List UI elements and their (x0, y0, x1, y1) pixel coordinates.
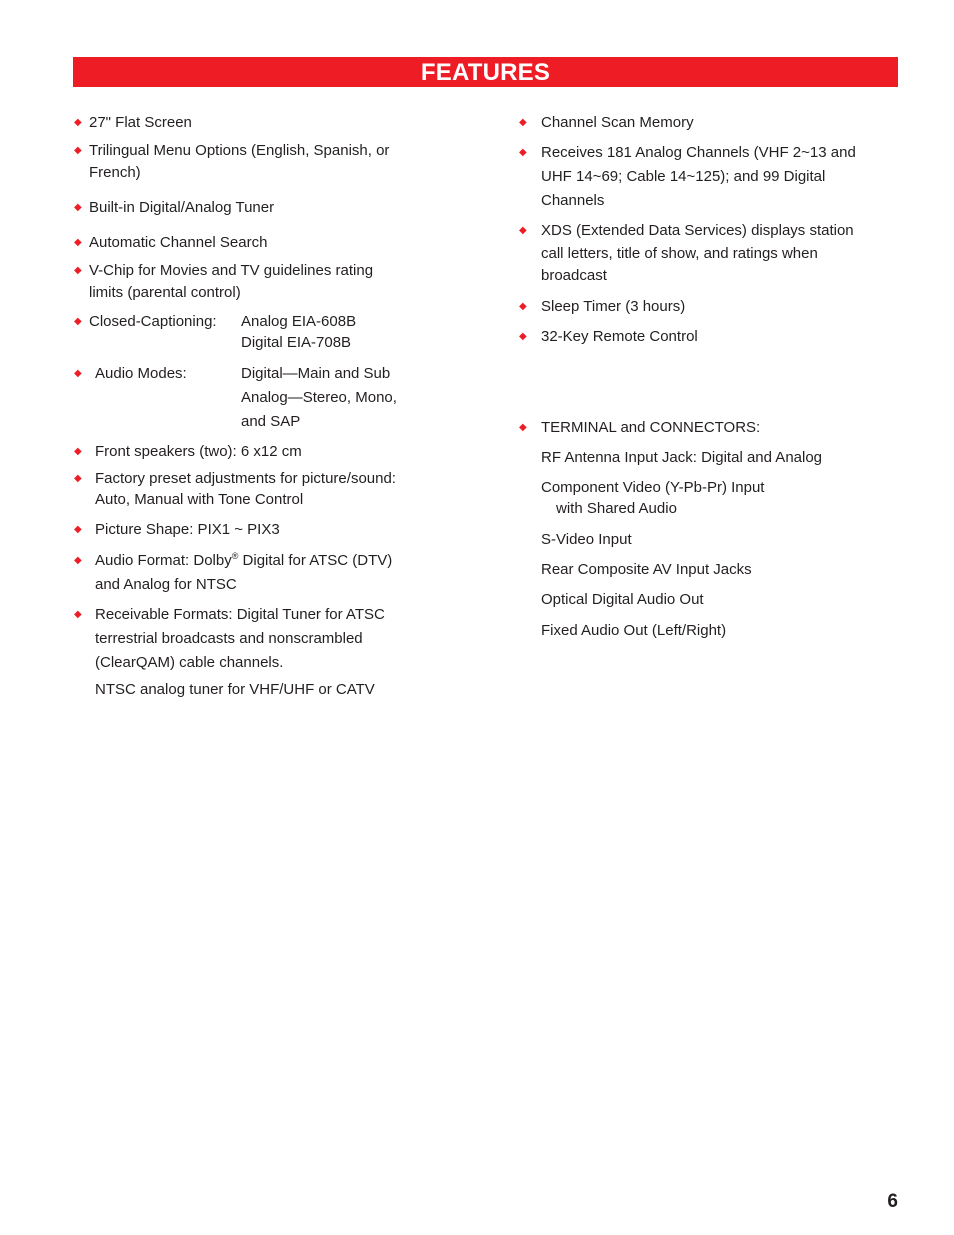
bullet-icon: ◆ (519, 422, 527, 433)
feature-receives-line1: Receives 181 Analog Channels (VHF 2~13 and (541, 144, 856, 161)
bullet-icon: ◆ (74, 368, 82, 379)
feature-receivable-line4: NTSC analog tuner for VHF/UHF or CATV (95, 681, 375, 698)
feature-menu-line1: Trilingual Menu Options (English, Spanish, or (89, 142, 390, 159)
feature-scan-memory: Channel Scan Memory (541, 114, 694, 131)
bullet-icon: ◆ (519, 225, 527, 236)
audio-format-text-cont: Digital for ATSC (DTV) (238, 552, 393, 569)
bullet-icon: ◆ (74, 473, 82, 484)
feature-receivable-line2: terrestrial broadcasts and nonscrambled (95, 630, 363, 647)
feature-audio-format-line2: and Analog for NTSC (95, 576, 237, 593)
bullet-icon: ◆ (74, 202, 82, 213)
feature-receivable-line3: (ClearQAM) cable channels. (95, 654, 284, 671)
feature-speakers: Front speakers (two): 6 x12 cm (95, 443, 302, 460)
registered-mark: ® (231, 551, 239, 561)
feature-receivable-line1: Receivable Formats: Digital Tuner for ATSC (95, 606, 385, 623)
bullet-icon: ◆ (74, 117, 82, 128)
feature-screen: 27" Flat Screen (89, 114, 192, 131)
bullet-icon: ◆ (519, 301, 527, 312)
feature-preset-line2: Auto, Manual with Tone Control (95, 491, 304, 508)
bullet-icon: ◆ (74, 265, 82, 276)
bullet-icon: ◆ (74, 524, 82, 535)
page-number: 6 (887, 1191, 898, 1212)
feature-audio-format-line1 (95, 550, 392, 572)
connector-component-line1: Component Video (Y-Pb-Pr) Input (541, 479, 765, 496)
feature-menu-line2: French) (89, 164, 141, 181)
feature-preset-line1: Factory preset adjustments for picture/sound: (95, 470, 396, 487)
feature-sleep-timer: Sleep Timer (3 hours) (541, 298, 686, 315)
audio-format-text: Audio Format: Dolby (95, 552, 232, 569)
feature-xds-line3: broadcast (541, 267, 607, 284)
bullet-icon: ◆ (74, 237, 82, 248)
connector-fixed-audio: Fixed Audio Out (Left/Right) (541, 622, 727, 639)
feature-remote: 32-Key Remote Control (541, 328, 698, 345)
bullet-icon: ◆ (74, 555, 82, 566)
bullet-icon: ◆ (74, 609, 82, 620)
bullet-icon: ◆ (519, 147, 527, 158)
bullet-icon: ◆ (74, 446, 82, 457)
feature-audio-analog: Analog—Stereo, Mono, (241, 389, 397, 406)
feature-audio-label: Audio Modes: (95, 365, 187, 382)
feature-channel-search: Automatic Channel Search (89, 234, 268, 251)
connector-rear-composite: Rear Composite AV Input Jacks (541, 561, 752, 578)
feature-cc-digital: Digital EIA-708B (241, 334, 352, 351)
bullet-icon: ◆ (519, 117, 527, 128)
feature-picture-shape: Picture Shape: PIX1 ~ PIX3 (95, 521, 280, 538)
feature-vchip-line1: V-Chip for Movies and TV guidelines rating (89, 262, 374, 279)
feature-terminal-heading: TERMINAL and CONNECTORS: (541, 419, 761, 436)
feature-vchip-line2: limits (parental control) (89, 284, 241, 301)
feature-audio-digital: Digital—Main and Sub (241, 365, 391, 382)
connector-rf: RF Antenna Input Jack: Digital and Analog (541, 449, 823, 466)
connector-optical: Optical Digital Audio Out (541, 591, 704, 608)
feature-xds-line2: call letters, title of show, and ratings when (541, 245, 818, 262)
feature-cc-analog: Analog EIA-608B (241, 313, 357, 330)
feature-receives-line2: UHF 14~69; Cable 14~125); and 99 Digital (541, 168, 826, 185)
feature-xds-line1: XDS (Extended Data Services) displays station (541, 222, 854, 239)
section-title: FEATURES (73, 57, 898, 87)
connector-component-line2: with Shared Audio (556, 500, 677, 517)
bullet-icon: ◆ (74, 145, 82, 156)
bullet-icon: ◆ (519, 331, 527, 342)
feature-receives-line3: Channels (541, 192, 605, 209)
connector-svideo: S-Video Input (541, 531, 632, 548)
bullet-icon: ◆ (74, 316, 82, 327)
feature-audio-sap: and SAP (241, 413, 301, 430)
feature-cc-label: Closed-Captioning: (89, 313, 217, 330)
feature-tuner: Built-in Digital/Analog Tuner (89, 199, 275, 216)
